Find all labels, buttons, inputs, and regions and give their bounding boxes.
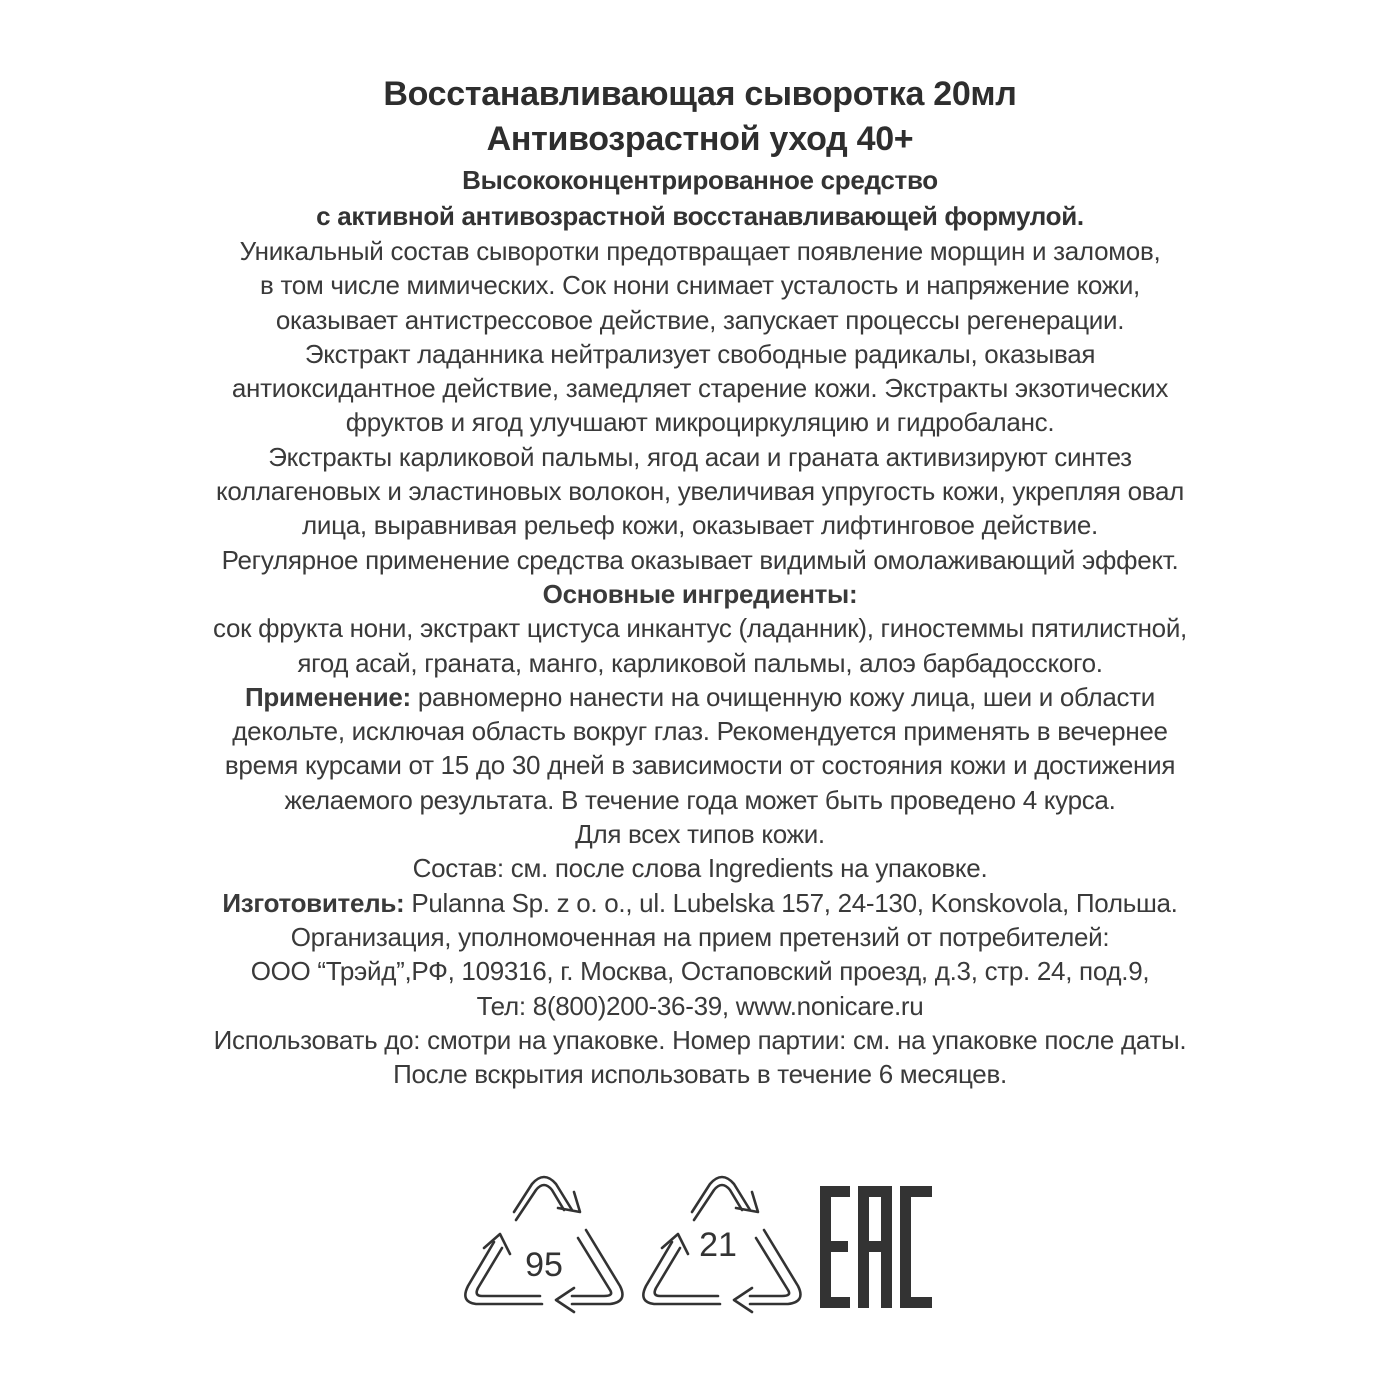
skin-types: Для всех типов кожи. xyxy=(575,819,825,850)
description-line: в том числе мимических. Сок нони снимает усталость и напряжение кожи, xyxy=(260,270,1140,301)
description-line: коллагеновых и эластиновых волокон, увеличивая упругость кожи, укрепляя овал xyxy=(216,476,1184,507)
product-subtitle-line-2: с активной антивозрастной восстанавливающей формулой. xyxy=(316,201,1084,231)
usage-text: равномерно нанести на очищенную кожу лица, шеи и области xyxy=(410,681,1156,712)
usage-line: время курсами от 15 до 30 дней в зависимости от состояния кожи и достижения xyxy=(224,750,1176,781)
description-line: Уникальный состав сыворотки предотвращает появление морщин и заломов, xyxy=(239,236,1161,266)
claims-line: Организация, уполномоченная на прием претензий от потребителей: xyxy=(290,921,1110,952)
description-line: антиоксидантное действие, замедляет старение кожи. Экстракты экзотических xyxy=(231,373,1169,404)
recycle-code-label: 95 xyxy=(525,1246,563,1284)
recycle-code-label: 21 xyxy=(699,1226,737,1264)
product-title-line-1: Восстанавливающая сыворотка 20мл xyxy=(383,75,1017,113)
recycle-triangle-icon xyxy=(454,1172,634,1322)
eac-mark-icon xyxy=(820,1186,932,1313)
expiry-note: Использовать до: смотри на упаковке. Номер партии: см. на упаковке после даты. xyxy=(213,1024,1187,1055)
usage-label: Применение: xyxy=(244,681,411,712)
claims-line: ООО “Трэйд”,РФ, 109316, г. Москва, Остаповский проезд, д.3, стр. 24, под.9, xyxy=(250,956,1150,987)
claims-contact: Тел: 8(800)200-36-39, www.nonicare.ru xyxy=(476,990,924,1021)
description-line: Экстракты карликовой пальмы, ягод асаи и граната активизируют синтез xyxy=(268,441,1132,472)
manufacturer-value: Pulanna Sp. z o. o., ul. Lubelska 157, 24-130, Konskovola, Польша. xyxy=(404,887,1178,918)
recycle-icon-21 xyxy=(632,1172,812,1322)
ingredients-line: сок фрукта нони, экстракт цистуса инкантус (ладанник), гиностеммы пятилистной, xyxy=(213,613,1187,644)
usage-first-line xyxy=(0,680,1400,714)
usage-line: декольте, исключая область вокруг глаз. Рекомендуется применять в вечернее xyxy=(232,716,1168,747)
product-subtitle-line-1: Высококонцентрированное средство xyxy=(462,165,938,195)
recycle-triangle-icon xyxy=(632,1172,812,1322)
product-label xyxy=(0,72,1400,1091)
description-line: фруктов и ягод улучшают микроциркуляцию и гидробаланс. xyxy=(345,407,1055,438)
description-line: лица, выравнивая рельеф кожи, оказывает лифтинговое действие. xyxy=(302,510,1098,541)
composition-note: Состав: см. после слова Ingredients на упаковке. xyxy=(412,853,988,884)
after-opening-note: После вскрытия использовать в течение 6 месяцев. xyxy=(393,1059,1007,1090)
description xyxy=(0,234,1400,577)
ingredients-line: ягод асай, граната, манго, карликовой пальмы, алоэ барбадосского. xyxy=(297,647,1103,678)
description-line: оказывает антистрессовое действие, запускает процессы регенерации. xyxy=(275,304,1125,335)
usage-line: желаемого результата. В течение года может быть проведено 4 курса. xyxy=(284,784,1116,815)
description-line: Регулярное применение средства оказывает видимый омолаживающий эффект. xyxy=(221,544,1179,575)
ingredients-heading: Основные ингредиенты: xyxy=(542,578,858,609)
eac-logo-icon xyxy=(820,1186,932,1308)
manufacturer-label: Изготовитель: xyxy=(222,887,405,918)
product-title-line-2: Антивозрастной уход 40+ xyxy=(486,120,914,158)
recycle-icon-95 xyxy=(454,1172,634,1322)
certification-symbols xyxy=(0,1172,1400,1322)
manufacturer xyxy=(0,886,1400,920)
description-line: Экстракт ладанника нейтрализует свободные радикалы, оказывая xyxy=(304,338,1096,369)
